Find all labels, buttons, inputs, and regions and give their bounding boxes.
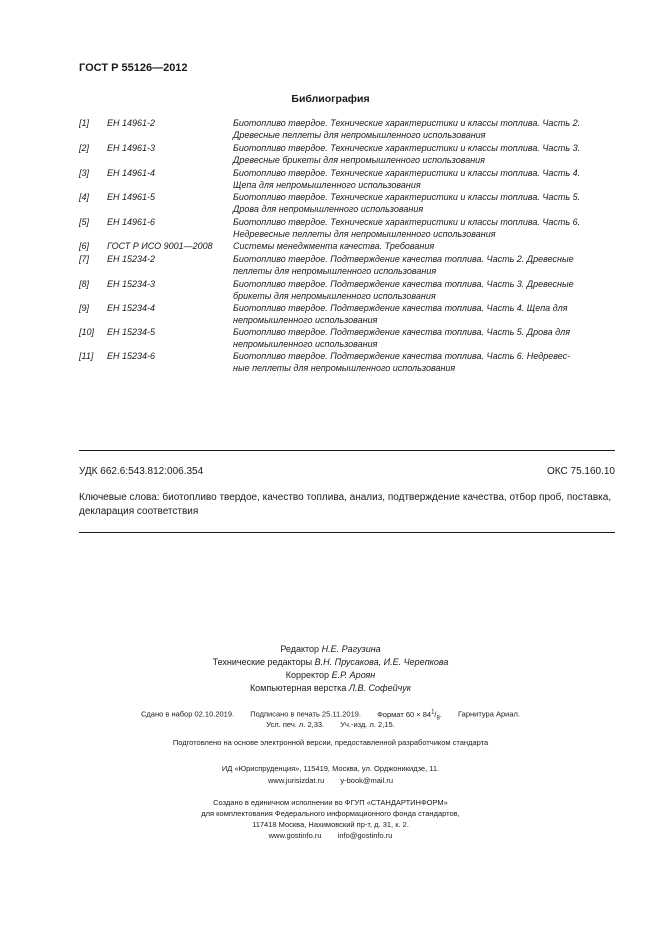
entry-number: [5] [79,217,90,227]
entry-title [233,326,615,350]
entry-code: ЕН 15234-2 [107,254,156,264]
entry-title [233,167,615,191]
entry-code: ЕН 15234-3 [107,279,156,289]
credit-layout [0,682,661,695]
submitted: Сдано в набор 02.10.2019. [141,709,235,719]
entry-title-line: Биотопливо твердое. Технические характеристики и классы топлива. Часть 5. [233,192,581,202]
gost-email[interactable]: info@gostinfo.ru [337,831,393,840]
entry-title [233,216,615,240]
entry-code: ЕН 15234-4 [107,303,156,313]
entry-title [233,253,615,277]
layout-name: Л.В. Софейчук [348,683,412,693]
corrector-label: Корректор [285,670,330,680]
credit-tech-editors [0,656,661,669]
credit-editor [0,643,661,656]
entry-title-line: Древесные пеллеты для непромышленного использования [233,130,486,140]
print-sheets: Усл. печ. л. 2,33. [266,720,325,729]
entry-number: [11] [79,351,94,361]
entry-code: ЕН 14961-6 [107,217,156,227]
entry-number: [6] [79,241,90,251]
publ-sheets: Уч.-изд. л. 2,15. [340,720,395,729]
fund-note: для комплектования Федерального информационного фонда стандартов, [201,809,460,818]
publisher-email[interactable]: y-book@mail.ru [340,776,393,785]
tech-names: В.Н. Прусакова, И.Е. Черепкова [314,657,449,667]
gost-contacts [0,830,661,841]
address: 117418 Москва, Нахимовский пр-т, д. 31, к. 2. [252,820,409,829]
credit-corrector [0,669,661,682]
divider-top [79,450,615,451]
publisher-site[interactable]: www.jurisizdat.ru [268,776,325,785]
entry-number: [3] [79,168,90,178]
editor-name: Н.Е. Рагузина [321,644,381,654]
entry-code: ЕН 14961-2 [107,118,156,128]
entry-number: [1] [79,118,90,128]
tech-label: Технические редакторы [212,657,313,667]
signed: Подписано в печать 25.11.2019. [250,709,362,719]
entry-title [233,117,615,141]
entry-title [233,191,615,215]
entry-title-line: Биотопливо твердое. Подтверждение качества топлива. Часть 3. Древесные [233,279,574,289]
entry-title-line: Недревесные пеллеты для непромышленного использования [233,229,496,239]
entry-title-line: Щепа для непромышленного использования [233,180,421,190]
entry-title [233,142,615,166]
entry-title-line: Биотопливо твердое. Технические характеристики и классы топлива. Часть 6. [233,217,581,227]
entry-code: ЕН 14961-3 [107,143,156,153]
entry-title-line: Системы менеджмента качества. Требования [233,241,435,251]
divider-bottom [79,532,615,533]
entry-title-line: Биотопливо твердое. Подтверждение качества топлива. Часть 4. Щепа для [233,303,568,313]
entry-title-line: Биотопливо твердое. Технические характеристики и классы топлива. Часть 4. [233,168,581,178]
entry-title-line: брикеты для непромышленного использования [233,291,436,301]
entry-title-line: Биотопливо твердое. Технические характеристики и классы топлива. Часть 3. [233,143,581,153]
layout-label: Компьютерная верстка [249,683,347,693]
entry-title [233,350,615,374]
entry-number: [10] [79,327,95,337]
entry-number: [7] [79,254,90,264]
publisher: ИД «Юриспруденция», 115419, Москва, ул. Орджоникидзе, 11. [221,764,440,773]
entry-title-line: Биотопливо твердое. Подтверждение качества топлива. Часть 5. Дрова для [233,327,571,337]
entry-title [233,302,615,326]
udk-code: УДК 662.6:543.812:006.354 [79,466,204,477]
gost-site[interactable]: www.gostinfo.ru [268,831,322,840]
entry-number: [2] [79,143,90,153]
entry-title-line: Биотопливо твердое. Подтверждение качества топлива. Часть 2. Древесные [233,254,574,264]
keywords: Ключевые слова: биотопливо твердое, качество топлива, анализ, подтверждение качества, отбор проб, поставка, декларация соответствия [79,492,612,517]
entry-title-line: Биотопливо твердое. Технические характеристики и классы топлива. Часть 2. [233,118,581,128]
entry-title-line: Древесные брикеты для непромышленного использования [233,155,485,165]
entry-title-line: непромышленного использования [233,339,378,349]
entry-title-line: непромышленного использования [233,315,378,325]
entry-title-line: ные пеллеты для непромышленного использования [233,363,456,373]
prepared-note: Подготовлено на основе электронной версии, предоставленной разработчиком стандарта [172,738,489,747]
entry-code: ЕН 14961-4 [107,168,156,178]
standard-number: ГОСТ Р 55126—2012 [79,62,188,74]
entry-title-line: пеллеты для непромышленного использования [233,266,437,276]
entry-number: [8] [79,279,90,289]
corrector-name: Е.Р. Ароян [331,670,376,680]
entry-code: ЕН 15234-6 [107,351,156,361]
entry-title [233,278,615,302]
imprint-line-2 [0,719,661,730]
entry-number: [9] [79,303,90,313]
entry-number: [4] [79,192,90,202]
oks-code: ОКС 75.160.10 [547,466,615,477]
entry-code: ГОСТ Р ИСО 9001—2008 [107,241,213,251]
bibliography-title: Библиография [291,93,370,105]
editor-label: Редактор [280,644,320,654]
format: Формат $60 \times 84^1/_8$. [377,709,442,721]
publisher-contacts [0,775,661,786]
font-info: Гарнитура Ариал. [458,709,520,719]
entry-code: ЕН 15234-5 [107,327,156,337]
entry-code: ЕН 14961-5 [107,192,156,202]
entry-title-line: Биотопливо твердое. Подтверждение качества топлива. Часть 6. Недревес- [233,351,571,361]
entry-title [233,240,615,252]
entry-title-line: Дрова для непромышленного использования [233,204,424,214]
created-note: Создано в единичном исполнении во ФГУП «СТАНДАРТИНФОРМ» [213,798,448,807]
